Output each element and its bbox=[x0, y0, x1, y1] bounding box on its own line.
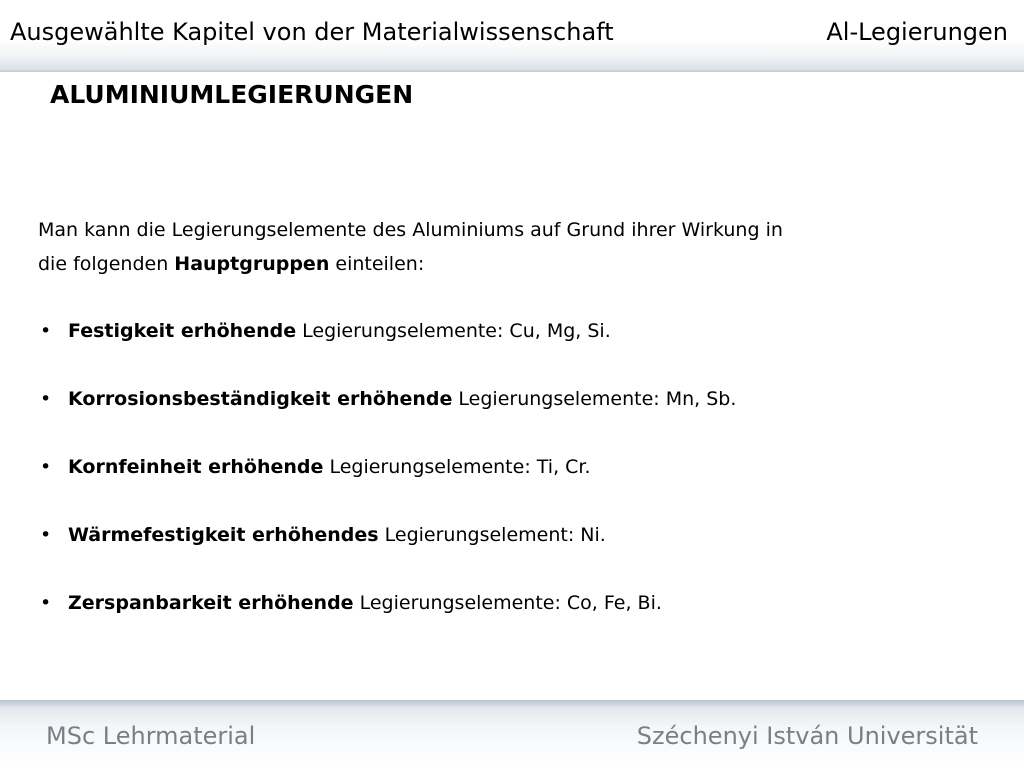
intro-paragraph bbox=[38, 213, 978, 281]
list-item bbox=[38, 518, 736, 586]
list-item bbox=[38, 450, 736, 518]
bullet-dot-icon: • bbox=[40, 456, 52, 478]
topic-title: Al-Legierungen bbox=[826, 18, 1008, 46]
bullet-dot-icon: • bbox=[40, 320, 52, 342]
bullet-text: Legierungselemente: Mn, Sb. bbox=[452, 388, 737, 410]
bullet-dot-icon: • bbox=[40, 388, 52, 410]
bullet-bold-term: Wärmefestigkeit erhöhendes bbox=[68, 524, 379, 546]
slide-header bbox=[0, 0, 1024, 72]
bullet-bold-term: Korrosionsbeständigkeit erhöhende bbox=[68, 388, 453, 410]
intro-bold-term: Hauptgruppen bbox=[174, 253, 330, 275]
bullet-text: Legierungselemente: Cu, Mg, Si. bbox=[296, 320, 611, 342]
bullet-dot-icon: • bbox=[40, 524, 52, 546]
slide-heading: ALUMINIUMLEGIERUNGEN bbox=[50, 80, 414, 109]
intro-text-suffix: einteilen: bbox=[329, 253, 425, 275]
header-divider bbox=[0, 70, 1024, 72]
list-item bbox=[38, 382, 736, 450]
bullet-bold-term: Zerspanbarkeit erhöhende bbox=[68, 592, 354, 614]
intro-text-line1: Man kann die Legierungselemente des Aluminiums auf Grund ihrer Wirkung in bbox=[38, 219, 783, 241]
footer-university-label: Széchenyi István Universität bbox=[636, 722, 978, 750]
intro-text-prefix: die folgenden bbox=[38, 253, 175, 275]
intro-text-line2 bbox=[38, 247, 978, 281]
list-item bbox=[38, 586, 736, 654]
list-item bbox=[38, 314, 736, 382]
bullet-bold-term: Festigkeit erhöhende bbox=[68, 320, 297, 342]
bullet-text: Legierungselemente: Ti, Cr. bbox=[323, 456, 591, 478]
bullet-text: Legierungselement: Ni. bbox=[378, 524, 606, 546]
slide-footer bbox=[0, 700, 1024, 768]
bullet-bold-term: Kornfeinheit erhöhende bbox=[68, 456, 324, 478]
bullet-text: Legierungselemente: Co, Fe, Bi. bbox=[353, 592, 662, 614]
bullet-dot-icon: • bbox=[40, 592, 52, 614]
course-title: Ausgewählte Kapitel von der Materialwissenschaft bbox=[10, 18, 614, 46]
footer-course-label: MSc Lehrmaterial bbox=[46, 722, 256, 750]
bullet-list bbox=[38, 314, 736, 654]
